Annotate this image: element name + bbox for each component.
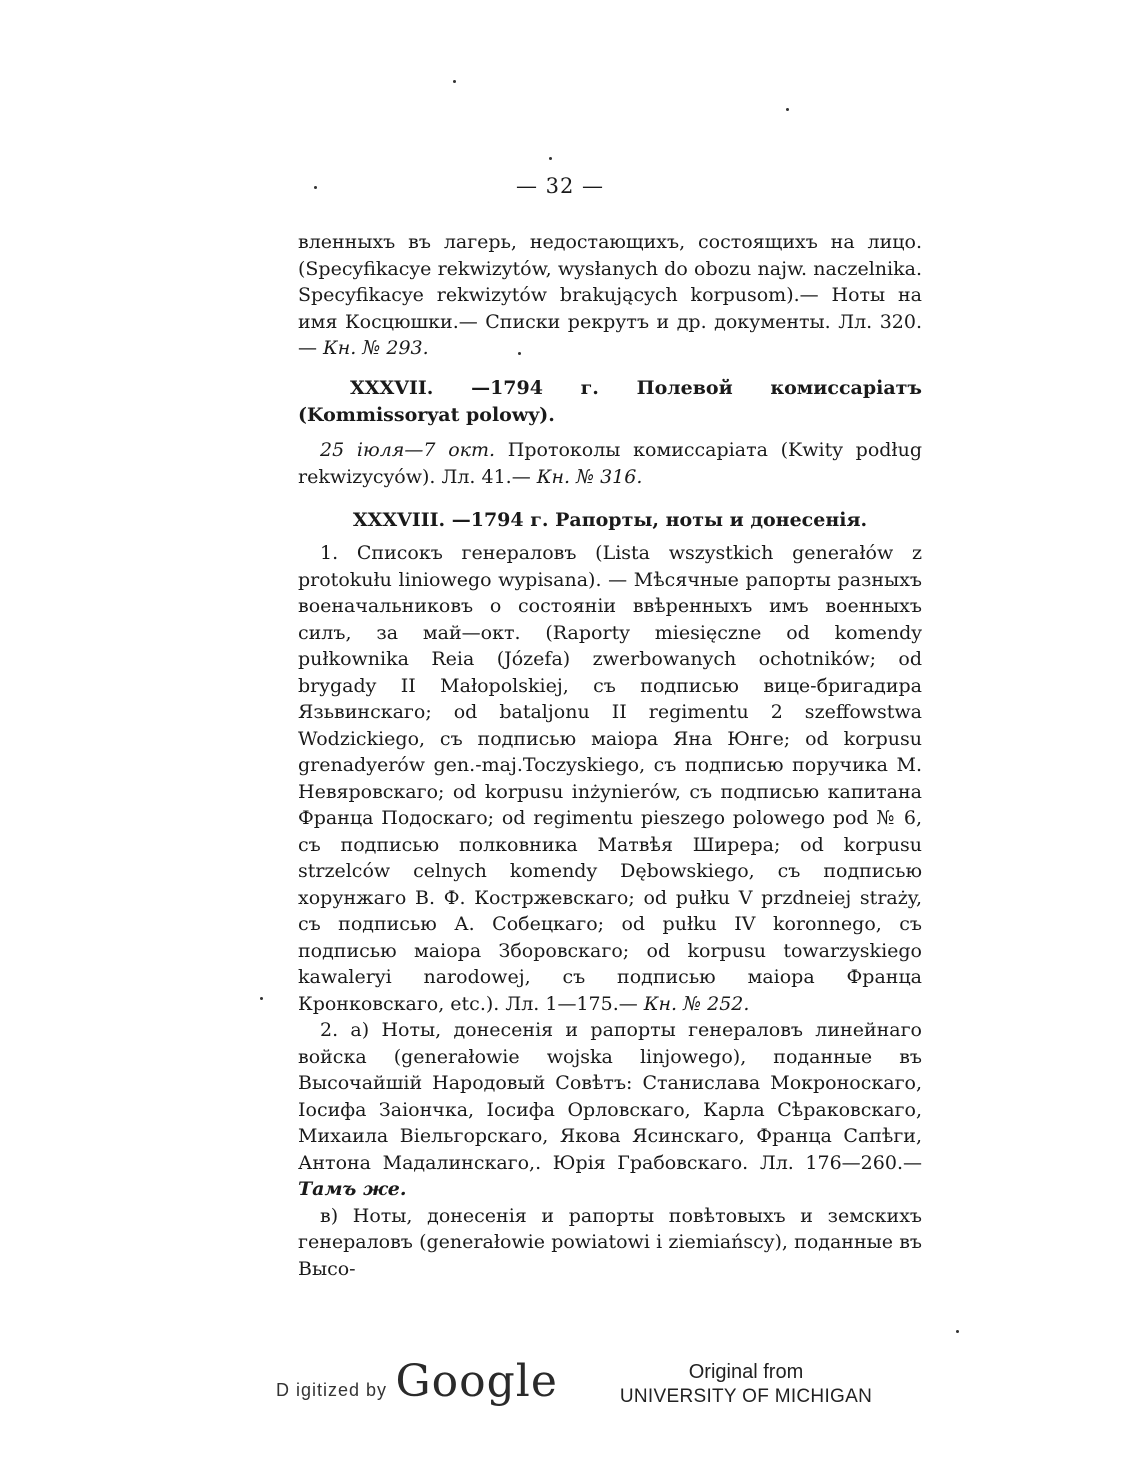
continuation-paragraph xyxy=(298,229,922,362)
list-item xyxy=(298,1203,922,1283)
paragraph-text: 2. a) Ноты, донесенія и рапорты генераловъ линейнаго войска (generałowie wojska linjowego), поданные въ Высочайшій Народовый Совѣтъ: Станислава Мокроноскаго, Іосифа Заіончка, Іосифа Орловскаго, Карла Сѣраковскаго, Михаила Віельгорскаго, Якова Ясинскаго, Франца Сапѣги, Антона Мадалинскаго,. Юрія Грабовскаго. Лл. 176—260.— xyxy=(298,1019,922,1174)
google-logo: Google xyxy=(395,1356,558,1407)
section-heading-37: XXXVII. —1794 г. Полевой комиссаріатъ (Kommissoryat polowy). xyxy=(298,377,922,426)
digitized-label: D igitized by xyxy=(276,1380,388,1400)
archive-reference: Кн. № 316. xyxy=(536,465,643,488)
date-range: 25 іюля—7 окт. xyxy=(320,439,496,461)
scan-speck xyxy=(549,157,552,160)
scan-speck xyxy=(453,80,456,83)
page-number: — 32 — xyxy=(515,174,605,198)
archive-reference: Кн. № 252. xyxy=(643,992,750,1015)
paragraph-text: в) Ноты, донесенія и рапорты повѣтовыхъ и земскихъ генераловъ (generałowie powiatowi i ziemiańscy), поданные въ Высо- xyxy=(298,1204,922,1280)
university-label: UNIVERSITY OF MICHIGAN xyxy=(619,1386,873,1407)
scan-speck xyxy=(956,1330,959,1333)
scan-speck xyxy=(260,997,263,1000)
original-from-label: Original from xyxy=(688,1361,804,1383)
paragraph-text: вленныхъ въ лагерь, недостающихъ, состоящихъ на лицо. (Specyfikacye rekwizytów, wysłanych do obozu najw. naczelnika. Specyfikacye rekwizytów brakujących korpusom).— Ноты на имя Косцюшки.— Списки рекрутъ и др. документы. Лл. 320.— xyxy=(298,231,922,359)
list-item xyxy=(298,540,922,1017)
scan-speck xyxy=(786,108,789,111)
archive-reference: Кн. № 293. xyxy=(323,337,429,359)
section-38-body xyxy=(298,540,922,1282)
section-heading-38: XXXVIII. —1794 г. Рапорты, ноты и донесенія. xyxy=(352,509,868,531)
original-source xyxy=(610,1360,882,1410)
paragraph-text: 1. Списокъ генераловъ (Lista wszystkich generałów z protokułu liniowego wypisana). — Мѣсячные рапорты разныхъ военачальниковъ о состояніи ввѣренныхъ имъ военныхъ силъ, за май—окт. (Raporty miesięczne od komendy pułkownika Reia (Józefa) zwerbowanych ochotników; od brygady II Małopolskiej, съ подписью вице-бригадира Язьвинскаго; od bataljonu II regimentu 2 szeffowstwa Wodzickiego, съ подписью маіора Яна Юнге; od korpusu grenadyerów gen.-maj.Toczyskiego, съ подписью поручика М. Невяровскаго; od korpusu inżynierów, съ подписью капитана Франца Подоскаго; od regimentu pieszego polowego pod № 6, съ подписью полковника Матвѣя Ширера; od korpusu strzelców celnych komendy Dębowskiego, съ подписью хорунжаго В. Ф. Костржевскаго; od pułku V przdneiej straży, съ подписью А. Собецкаго; od pułku IV koronnego, съ подписью маіора Зборовскаго; od korpusu towarzyskiego kawaleryi narodowej, съ подписью маіора Франца Кронковскаго, etc.). Лл. 1—175.— xyxy=(298,542,922,1015)
paragraph-text: Протоколы комиссаріата (Kwity podług rekwizycyów). Лл. 41.— xyxy=(298,439,922,488)
archive-reference: Тамъ же. xyxy=(298,1178,407,1200)
section-37-body xyxy=(298,437,922,490)
digitized-by-google xyxy=(276,1356,558,1416)
list-item xyxy=(298,1017,922,1203)
